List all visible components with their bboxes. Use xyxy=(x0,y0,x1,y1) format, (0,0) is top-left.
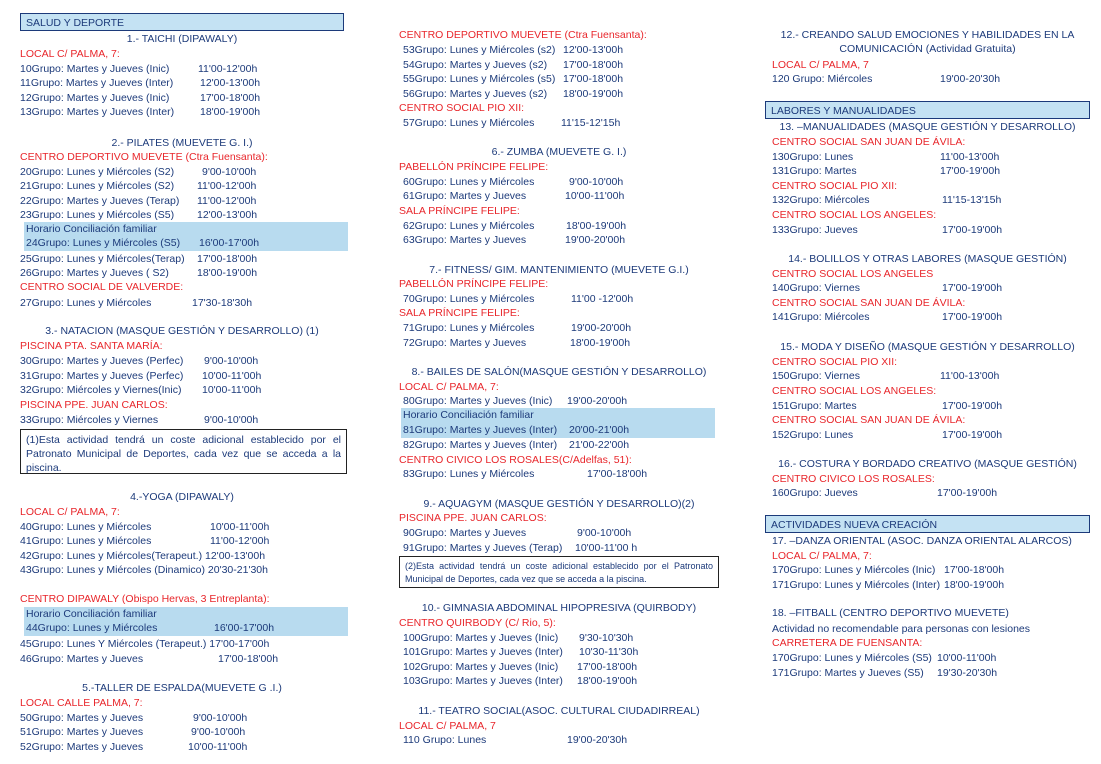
schedule-row: 52Grupo: Martes y Jueves 10'00-11'00h xyxy=(20,741,248,753)
schedule-row: 170Grupo: Lunes y Miércoles (S5) 10'00-11'00h xyxy=(772,652,997,664)
yoga-venue-2: CENTRO DIPAWALY (Obispo Hervas, 3 Entreplanta): xyxy=(20,593,270,605)
pilates-venue-2: CENTRO SOCIAL DE VALVERDE: xyxy=(20,281,184,293)
schedule-row: 12Grupo: Martes y Jueves (Inic) 17'00-18'00h xyxy=(20,92,261,104)
schedule-row: 11Grupo: Martes y Jueves (Inter) 12'00-13'00h xyxy=(20,77,261,89)
schedule-row: 32Grupo: Miércoles y Viernes(Inic) 10'00-11'00h xyxy=(20,384,262,396)
schedule-row: 43Grupo: Lunes y Miércoles (Dinamico) 20'30-21'30h xyxy=(20,564,268,576)
schedule-row: 45Grupo: Lunes Y Miércoles (Terapeut.) 17'00-17'00h xyxy=(20,638,270,650)
schedule-row: 42Grupo: Lunes y Miércoles(Terapeut.) 12'00-13'00h xyxy=(20,550,266,562)
bolillos-venue-2: CENTRO SOCIAL SAN JUAN DE ÁVILA: xyxy=(772,297,966,309)
schedule-row: 72Grupo: Martes y Jueves 18'00-19'00h xyxy=(403,337,631,349)
schedule-row: 91Grupo: Martes y Jueves (Terap) 10'00-11'00 h xyxy=(403,542,638,554)
category-nueva-creacion: ACTIVIDADES NUEVA CREACIÓN xyxy=(765,515,1090,533)
schedule-row: 62Grupo: Lunes y Miércoles 18'00-19'00h xyxy=(403,220,627,232)
schedule-row: 30Grupo: Martes y Jueves (Perfec) 9'00-10'00h xyxy=(20,355,259,367)
pilates-title: 2.- PILATES (MUEVETE G. I.) xyxy=(111,137,253,149)
moda-venue-3: CENTRO SOCIAL SAN JUAN DE ÁVILA: xyxy=(772,414,966,426)
schedule-row: 110 Grupo: Lunes 19'00-20'30h xyxy=(403,734,628,746)
schedule-row: 170Grupo: Lunes y Miércoles (Inic) 17'00-18'00h xyxy=(772,564,1005,576)
schedule-row: 55Grupo: Lunes y Miércoles (s5) 17'00-18'00h xyxy=(403,73,624,85)
teatro-title: 11.- TEATRO SOCIAL(ASOC. CULTURAL CIUDADIRREAL) xyxy=(418,705,700,717)
yoga-title: 4.-YOGA (DIPAWALY) xyxy=(130,491,234,503)
schedule-row: 133Grupo: Jueves 17'00-19'00h xyxy=(772,224,1003,236)
natacion-note: (1)Esta actividad tendrá un coste adicional establecido por el Patronato Municipal de Deportes, cada vez que se acceda a la piscina. xyxy=(20,429,347,474)
schedule-row: 46Grupo: Martes y Jueves 17'00-18'00h xyxy=(20,653,279,665)
gimnasia-venue: CENTRO QUIRBODY (C/ Rio, 5): xyxy=(399,617,556,629)
schedule-row: 83Grupo: Lunes y Miércoles 17'00-18'00h xyxy=(403,468,648,480)
zumba-venue-2: SALA PRÍNCIPE FELIPE: xyxy=(399,205,520,217)
moda-venue: CENTRO SOCIAL PIO XII: xyxy=(772,356,898,368)
fitness-venue: PABELLÓN PRÍNCIPE FELIPE: xyxy=(399,278,549,290)
schedule-row: 33Grupo: Miércoles y Viernes 9'00-10'00h xyxy=(20,414,259,426)
schedule-row: 80Grupo: Martes y Jueves (Inic) 19'00-20'00h xyxy=(403,395,628,407)
schedule-row: 31Grupo: Martes y Jueves (Perfec) 10'00-11'00h xyxy=(20,370,262,382)
schedule-row: 61Grupo: Martes y Jueves 10'00-11'00h xyxy=(403,190,625,202)
schedule-row: 20Grupo: Lunes y Miércoles (S2) 9'00-10'00h xyxy=(20,166,257,178)
schedule-row: 63Grupo: Martes y Jueves 19'00-20'00h xyxy=(403,234,626,246)
schedule-row: 21Grupo: Lunes y Miércoles (S2) 11'00-12'00h xyxy=(20,180,257,192)
costura-title: 16.- COSTURA Y BORDADO CREATIVO (MASQUE GESTIÓN) xyxy=(778,458,1077,470)
aquagym-note: (2)Esta actividad tendrá un coste adicional establecido por el Patronato Municipal de Deportes, cada vez que se acceda a la piscina. xyxy=(399,556,719,588)
schedule-row: 71Grupo: Lunes y Miércoles 19'00-20'00h xyxy=(403,322,632,334)
salud-title: 12.- CREANDO SALUD EMOCIONES Y HABILIDADES EN LA xyxy=(780,29,1075,41)
schedule-row: 171Grupo: Lunes y Miércoles (Inter) 18'00-19'00h xyxy=(772,579,1005,591)
bolillos-venue: CENTRO SOCIAL LOS ANGELES xyxy=(772,268,934,280)
bolillos-title: 14.- BOLILLOS Y OTRAS LABORES (MASQUE GESTIÓN) xyxy=(788,253,1067,265)
manualidades-venue: CENTRO SOCIAL SAN JUAN DE ÁVILA: xyxy=(772,136,966,148)
zumba-venue: PABELLÓN PRÍNCIPE FELIPE: xyxy=(399,161,549,173)
schedule-row: 56Grupo: Martes y Jueves (s2) 18'00-19'00h xyxy=(403,88,624,100)
manualidades-venue-2: CENTRO SOCIAL PIO XII: xyxy=(772,180,898,192)
fitball-title: 18. –FITBALL (CENTRO DEPORTIVO MUEVETE) xyxy=(772,607,1009,619)
schedule-row-highlight: 44Grupo: Lunes y Miércoles 16'00-17'00h xyxy=(24,621,348,636)
aquagym-venue: PISCINA PPE. JUAN CARLOS: xyxy=(399,512,547,524)
espalda-venue: LOCAL CALLE PALMA, 7: xyxy=(20,697,143,709)
schedule-row: 150Grupo: Viernes 11'00-13'00h xyxy=(772,370,1000,382)
fitness-venue-2: SALA PRÍNCIPE FELIPE: xyxy=(399,307,520,319)
natacion-venue-2: PISCINA PPE. JUAN CARLOS: xyxy=(20,399,168,411)
teatro-venue: LOCAL C/ PALMA, 7 xyxy=(399,720,496,732)
salud-title-2: COMUNICACIÓN (Actividad Gratuita) xyxy=(839,43,1016,55)
espalda-title: 5.-TALLER DE ESPALDA(MUEVETE G .I.) xyxy=(82,682,282,694)
gimnasia-title: 10.- GIMNASIA ABDOMINAL HIPOPRESIVA (QUIRBODY) xyxy=(421,602,697,614)
conciliation-label: Horario Conciliación familiar xyxy=(24,607,348,622)
zumba-title: 6.- ZUMBA (MUEVETE G. I.) xyxy=(491,146,627,158)
schedule-row: 57Grupo: Lunes y Miércoles 11'15-12'15h xyxy=(403,117,621,129)
schedule-row-highlight: 24Grupo: Lunes y Miércoles (S5) 16'00-17'00h xyxy=(24,236,348,251)
schedule-row: 152Grupo: Lunes 17'00-19'00h xyxy=(772,429,1003,441)
natacion-venue: PISCINA PTA. SANTA MARÍA: xyxy=(20,340,163,352)
schedule-row: 141Grupo: Miércoles 17'00-19'00h xyxy=(772,311,1003,323)
fitball-venue: CARRETERA DE FUENSANTA: xyxy=(772,637,923,649)
schedule-row: 51Grupo: Martes y Jueves 9'00-10'00h xyxy=(20,726,246,738)
schedule-row: 151Grupo: Martes 17'00-19'00h xyxy=(772,400,1003,412)
conciliation-label: Horario Conciliación familiar xyxy=(401,408,715,423)
schedule-row: 100Grupo: Martes y Jueves (Inic) 9'30-10'30h xyxy=(403,632,634,644)
natacion-title: 3.- NATACION (MASQUE GESTIÓN Y DESARROLLO) (1) xyxy=(45,325,319,337)
cdm-venue-2: CENTRO SOCIAL PIO XII: xyxy=(399,102,525,114)
schedule-row: 131Grupo: Martes 17'00-19'00h xyxy=(772,165,1001,177)
bailes-venue-2: CENTRO CIVICO LOS ROSALES(C/Adelfas, 51): xyxy=(399,454,632,466)
schedule-row: 130Grupo: Lunes 11'00-13'00h xyxy=(772,151,1000,163)
schedule-row: 90Grupo: Martes y Jueves 9'00-10'00h xyxy=(403,527,632,539)
manualidades-venue-3: CENTRO SOCIAL LOS ANGELES: xyxy=(772,209,937,221)
danza-venue: LOCAL C/ PALMA, 7: xyxy=(772,550,872,562)
schedule-row: 10Grupo: Martes y Jueves (Inic) 11'00-12'00h xyxy=(20,63,258,75)
cdm-venue: CENTRO DEPORTIVO MUEVETE (Ctra Fuensanta): xyxy=(399,29,647,41)
schedule-row: 50Grupo: Martes y Jueves 9'00-10'00h xyxy=(20,712,248,724)
schedule-row: 140Grupo: Viernes 17'00-19'00h xyxy=(772,282,1003,294)
schedule-row: 26Grupo: Martes y Jueves ( S2) 18'00-19'00h xyxy=(20,267,258,279)
schedule-row: 103Grupo: Martes y Jueves (Inter) 18'00-19'00h xyxy=(403,675,638,687)
schedule-row: 160Grupo: Jueves 17'00-19'00h xyxy=(772,487,998,499)
category-salud-deporte: SALUD Y DEPORTE xyxy=(20,13,344,31)
schedule-row: 22Grupo: Martes y Jueves (Terap) 11'00-12'00h xyxy=(20,195,257,207)
bailes-venue: LOCAL C/ PALMA, 7: xyxy=(399,381,499,393)
schedule-row: 53Grupo: Lunes y Miércoles (s2) 12'00-13'00h xyxy=(403,44,624,56)
schedule-row: 27Grupo: Lunes y Miércoles 17'30-18'30h xyxy=(20,297,253,309)
pilates-venue: CENTRO DEPORTIVO MUEVETE (Ctra Fuensanta): xyxy=(20,151,268,163)
yoga-venue: LOCAL C/ PALMA, 7: xyxy=(20,506,120,518)
salud-venue: LOCAL C/ PALMA, 7 xyxy=(772,59,869,71)
manualidades-title: 13. –MANUALIDADES (MASQUE GESTIÓN Y DESARROLLO) xyxy=(779,121,1076,133)
schedule-row: 132Grupo: Miércoles 11'15-13'15h xyxy=(772,194,1002,206)
schedule-row: 102Grupo: Martes y Jueves (Inic) 17'00-18'00h xyxy=(403,661,638,673)
fitball-note: Actividad no recomendable para personas con lesiones xyxy=(772,623,1030,635)
schedule-row: 54Grupo: Martes y Jueves (s2) 17'00-18'00h xyxy=(403,59,624,71)
schedule-row: 40Grupo: Lunes y Miércoles 10'00-11'00h xyxy=(20,521,270,533)
schedule-row: 25Grupo: Lunes y Miércoles(Terap) 17'00-18'00h xyxy=(20,253,258,265)
schedule-row: 41Grupo: Lunes y Miércoles 11'00-12'00h xyxy=(20,535,270,547)
conciliation-label: Horario Conciliación familiar xyxy=(24,222,348,237)
schedule-row: 60Grupo: Lunes y Miércoles 9'00-10'00h xyxy=(403,176,624,188)
bailes-title: 8.- BAILES DE SALÓN(MASQUE GESTIÓN Y DESARROLLO) xyxy=(411,366,707,378)
schedule-row: 171Grupo: Martes y Jueves (S5) 19'30-20'30h xyxy=(772,667,998,679)
schedule-row: 23Grupo: Lunes y Miércoles (S5) 12'00-13'00h xyxy=(20,209,258,221)
fitness-title: 7.- FITNESS/ GIM. MANTENIMIENTO (MUEVETE G.I.) xyxy=(429,264,689,276)
costura-venue: CENTRO CIVICO LOS ROSALES: xyxy=(772,473,935,485)
moda-venue-2: CENTRO SOCIAL LOS ANGELES: xyxy=(772,385,937,397)
taichi-venue: LOCAL C/ PALMA, 7: xyxy=(20,48,120,60)
aquagym-title: 9.- AQUAGYM (MASQUE GESTIÓN Y DESARROLLO)(2) xyxy=(423,498,695,510)
category-labores: LABORES Y MANUALIDADES xyxy=(765,101,1090,119)
taichi-title: 1.- TAICHI (DIPAWALY) xyxy=(126,33,238,45)
schedule-row-highlight: 81Grupo: Martes y Jueves (Inter) 20'00-21'00h xyxy=(401,423,715,438)
danza-title: 17. –DANZA ORIENTAL (ASOC. DANZA ORIENTAL ALARCOS) xyxy=(772,535,1072,547)
schedule-row: 13Grupo: Martes y Jueves (Inter) 18'00-19'00h xyxy=(20,106,261,118)
schedule-row: 101Grupo: Martes y Jueves (Inter) 10'30-11'30h xyxy=(403,646,639,658)
schedule-row: 70Grupo: Lunes y Miércoles 11'00 -12'00h xyxy=(403,293,634,305)
schedule-row: 120 Grupo: Miércoles 19'00-20'30h xyxy=(772,73,1001,85)
moda-title: 15.- MODA Y DISEÑO (MASQUE GESTIÓN Y DESARROLLO) xyxy=(780,341,1075,353)
schedule-row: 82Grupo: Martes y Jueves (Inter) 21'00-22'00h xyxy=(403,439,630,451)
